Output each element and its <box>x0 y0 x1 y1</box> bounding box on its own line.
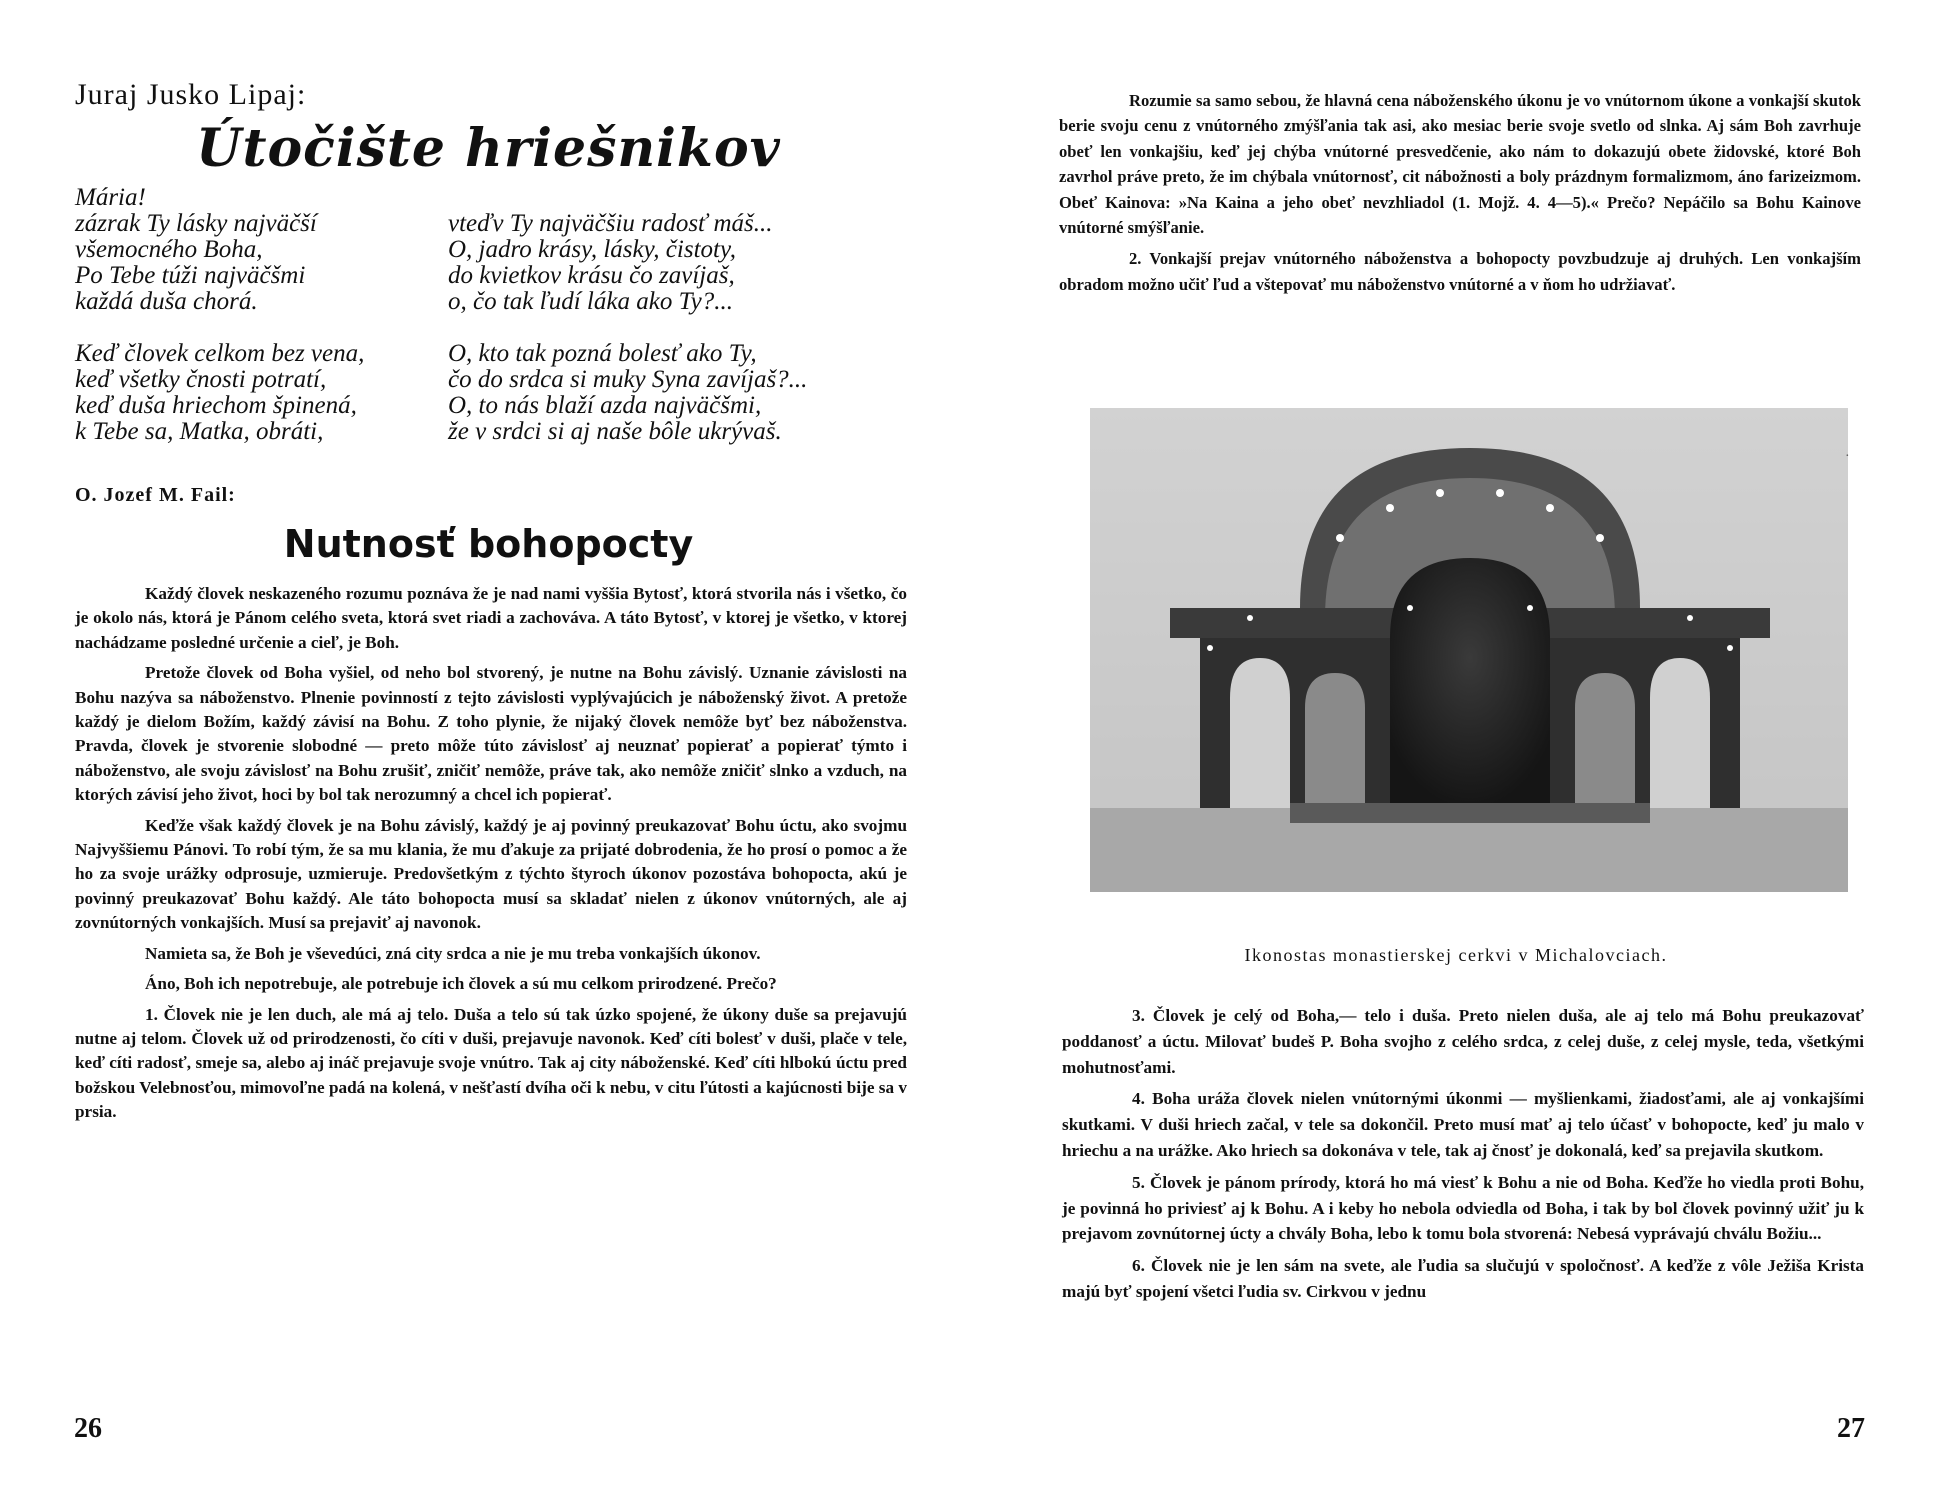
poem-line: vteďv Ty najväčšiu radosť máš... <box>448 210 773 237</box>
poem-line: O, to nás blaží azda najväčšmi, <box>448 392 762 419</box>
paragraph: Áno, Boh ich nepotrebuje, ale potrebuje ich človek a sú mu celkom prirodzené. Prečo? <box>145 974 777 994</box>
article-body <box>75 582 907 1131</box>
poem-line: do kvietkov krásu čo zavíjaš, <box>448 262 735 289</box>
paragraph: Keďže však každý človek je na Bohu závislý, každý je aj povinný preukazovať Bohu úctu, ako svojmu Najvyššiemu Pánovi. To robí tým, že sa mu klania, že mu ďakuje za prijaté dobrodenia, že ho prosí o pomoc a že ho za svoje urážky odprosuje, uzmieruje. Predovšetkým z týchto štyroch úkonov pozostáva bohopocta, akú je povinný preukazovať Bohu každý. Ale táto bohopocta musí sa skladať nielen z úkonov vnútorných, ale aj zovnútorných vonkajších. Musí sa prejaviť aj navonok. <box>75 815 907 933</box>
poem-line: keď všetky čnosti potratí, <box>75 366 327 393</box>
poem-line: keď duša hriechom špinená, <box>75 392 357 419</box>
paragraph: 6. Človek nie je len sám na svete, ale ľudia sa slučujú v spoločnosť. A keďže z vôle Ježiša Krista majú byť spojení všetci ľudia sv. Cirkvou v jednu <box>1062 1256 1864 1301</box>
paragraph: 4. Boha uráža človek nielen vnútornými úkonmi — myšlienkami, žiadosťami, ale aj vonkajšími skutkami. V duši hriech začal, v tele sa dokončil. Preto musí mať aj telo účasť v bohopocte, keď ju malo v hriechu a na urážke. Ako hriech sa dokonáva v tele, tak aj čnosť je dokonalá, keď sa prejavila skutkom. <box>1062 1089 1864 1160</box>
poem-stanza <box>75 185 445 315</box>
page-number: 26 <box>74 1413 102 1444</box>
article-title: Nutnosť bohopocty <box>283 522 694 566</box>
paragraph: Namieta sa, že Boh je vševedúci, zná city srdca a nie je mu treba vonkajších úkonov. <box>145 943 761 963</box>
poem-line: k Tebe sa, Matka, obráti, <box>75 418 324 445</box>
paragraph: 5. Človek je pánom prírody, ktorá ho má viesť k Bohu a nie od Boha. Keďže ho viedla proti Bohu, je povinná ho priviesť aj k Bohu. A i keby ho nebola odviedla od Boha, i tak by bol človek povinný užiť ju k prejavom zovnútornej úcty a chvály Boha, lebo k tomu bola stvorená: Nebesá vyprávajú chválu Božiu... <box>1062 1172 1864 1244</box>
paragraph: 2. Vonkajší prejav vnútorného náboženstva a bohopocty povzbudzuje aj druhých. Len vonkajším obradom možno učiť ľud a vštepovať mu náboženstvo vnútorné a v ňom ho udržiavať. <box>1059 249 1861 294</box>
poem-line: O, jadro krásy, lásky, čistoty, <box>448 236 736 263</box>
paragraph: 3. Človek je celý od Boha,— telo i duša. Preto nielen duša, ale aj telo má Bohu preukazovať poddanosť a úctu. Milovať budeš P. Boha svojho z celého srdca, z celej duše, z celej mysle, teda, všetkými mohutnosťami. <box>1062 1006 1864 1077</box>
right-page: Rozumie sa samo sebou, že hlavná cena náboženského úkonu je vo vnútornom úkone a vonkajší skutok berie svoju cenu z vnútorného zmýšľania tak asi, ako mesiac berie svoje svetlo od slnka. Aj sám Boh zavrhuje obeť len vonkajšiu, keď jej chýba vnútorné presvedčenie, ako nám to dokazujú obete židovské, ktoré Boh zavrhol práve preto, že im chýbala vnútornosť, cit nábožnosti a boly prázdnym formalizmom, áno farizeizmom. Obeť Kainova: »Na Kaina a jeho obeť nevzhliadol (1. Mojž. 4. 4—5).« Prečo? Nepáčilo sa Bohu Kainove vnútorné smýšľanie. 2. Vonkajší prejav vnútorného náboženstva a bohopocty povzbudzuje aj druhých. Len vonkajším obradom možno učiť ľud a vštepovať mu náboženstvo vnútorné a v ňom ho udržiavať. · Ikonostas monastierskej cerkvi v Michalovciach. 3. Človek je celý od Boha,— telo i duša. Preto nielen duša, ale aj telo má Bohu preukazovať poddanosť a úctu. Milovať budeš P. Boha svojho z celého srdca, z celej duše, z celej mysle, teda, všetkými mohutnosťami. 4. Boha uráža človek nielen vnútornými úkonmi — myšlienkami, žiadosťami, ale aj vonkajšími skutkami. V duši hriech začal, v tele sa dokončil. Preto musí mať aj telo účasť v bohopocte, keď ju malo v hriechu a na urážke. Ako hriech sa dokonáva v tele, tak aj čnosť je dokonalá, keď sa prejavila skutkom. 5. Človek je pánom prírody, ktorá ho má viesť k Bohu a nie od Boha. Keďže ho viedla proti Bohu, je povinná ho priviesť aj k Bohu. A i keby ho nebola odviedla od Boha, i tak by bol človek povinný užiť ju k prejavom zovnútornej úcty a chvály Boha, lebo k tomu bola stvorená: Nebesá vyprávajú chválu Božiu... 6. Človek nie je len sám na svete, ale ľudia sa slučujú v spoločnosť. A keďže z vôle Ježiša Krista majú byť spojení všetci ľudia sv. Cirkvou v jednu 27 <box>977 0 1954 1500</box>
poem-line: Mária! <box>75 184 146 211</box>
article-body-continued <box>1062 1003 1864 1311</box>
poem-right-column <box>448 185 918 471</box>
article-body-continued <box>1059 88 1861 303</box>
paragraph: Rozumie sa samo sebou, že hlavná cena náboženského úkonu je vo vnútornom úkone a vonkajší skutok berie svoju cenu z vnútorného zmýšľania tak asi, ako mesiac berie svoje svetlo od slnka. Aj sám Boh zavrhuje obeť len vonkajšiu, keď jej chýba vnútorné presvedčenie, ako nám to dokazujú obete židovské, ktoré Boh zavrhol práve preto, že im chýbala vnútornosť, cit nábožnosti a boly prázdnym formalizmom, áno farizeizmom. Obeť Kainova: »Na Kaina a jeho obeť nevzhliadol (1. Mojž. 4. 4—5).« Prečo? Nepáčilo sa Bohu Kainove vnútorné smýšľanie. <box>1059 91 1861 238</box>
poem-stanza <box>75 341 445 445</box>
iconostasis-photo <box>1090 408 1848 892</box>
poem-stanza <box>448 185 918 315</box>
poem-stanza <box>448 341 918 445</box>
page-number: 27 <box>1837 1413 1865 1444</box>
poem-line: čo do srdca si muky Syna zavíjaš?... <box>448 366 808 393</box>
paragraph: Každý človek neskazeného rozumu poznáva že je nad nami vyššia Bytosť, ktorá stvorila nás i všetko, čo je okolo nás, ktorá je Pánom celého sveta, ktorá svet riadi a zachováva. A táto Bytosť, v ktorej je všetko, v ktorej nachádzame posledné určenie a cieľ, je Boh. <box>75 584 907 652</box>
poem-line: každá duša chorá. <box>75 288 258 315</box>
poem-line: Keď človek celkom bez vena, <box>75 340 365 367</box>
photo-caption: Ikonostas monastierskej cerkvi v Michalovciach. <box>1244 945 1668 965</box>
poem-title: Útočište hriešnikov <box>196 118 781 179</box>
paragraph: Pretože človek od Boha vyšiel, od neho bol stvorený, je nutne na Bohu závislý. Uznanie závislosti na Bohu nazýva sa náboženstvo. Plnenie povinností z tejto závislosti vyplývajúcich je náboženský život. A pretože každý je dielom Božím, každý závisí na Bohu. Z toho plynie, že nijaký človek nemôže byť bez náboženstva. Pravda, človek je stvorenie slobodné — preto môže túto závislosť aj neuznať popierať a popierať týmto i náboženstvo, ale svoju závislosť na Bohu zrušiť, zničiť nemôže, práve tak, ako nemôže zničiť slnko a vzduch, na ktorých závisí jeho život, hoci by bol tak nerozumný a chcel ich popierať. <box>75 663 907 805</box>
poem-line: zázrak Ty lásky najväčší <box>75 210 317 237</box>
poem-line: všemocného Boha, <box>75 236 263 263</box>
poem-line: o, čo tak ľudí láka ako Ty?... <box>448 288 733 315</box>
poem-line: O, kto tak pozná bolesť ako Ty, <box>448 340 757 367</box>
poem-author: Juraj Jusko Lipaj: <box>75 78 307 111</box>
paragraph: 1. Človek nie je len duch, ale má aj telo. Duša a telo sú tak úzko spojené, že úkony duše sa prejavujú nutne aj telom. Človek už od prirodzenosti, čo cíti v duši, prejavuje navonok. Keď cíti bolesť v duši, plače v tele, keď cíti radosť, smeje sa, alebo aj ináč prejavuje svoje vnútro. Tak aj city náboženské. Keď cíti hlbokú úctu pred božskou Velebnosťou, mimovoľne padá na kolená, v nešťastí dvíha oči k nebu, v citu ľútosti a kajúcnosti bije sa v prsia. <box>75 1004 907 1122</box>
article-author: O. Jozef M. Fail: <box>75 484 236 506</box>
poem-left-column <box>75 185 445 471</box>
poem-line: že v srdci si aj naše bôle ukrývaš. <box>448 418 782 445</box>
poem-line: Po Tebe túži najväčšmi <box>75 262 306 289</box>
